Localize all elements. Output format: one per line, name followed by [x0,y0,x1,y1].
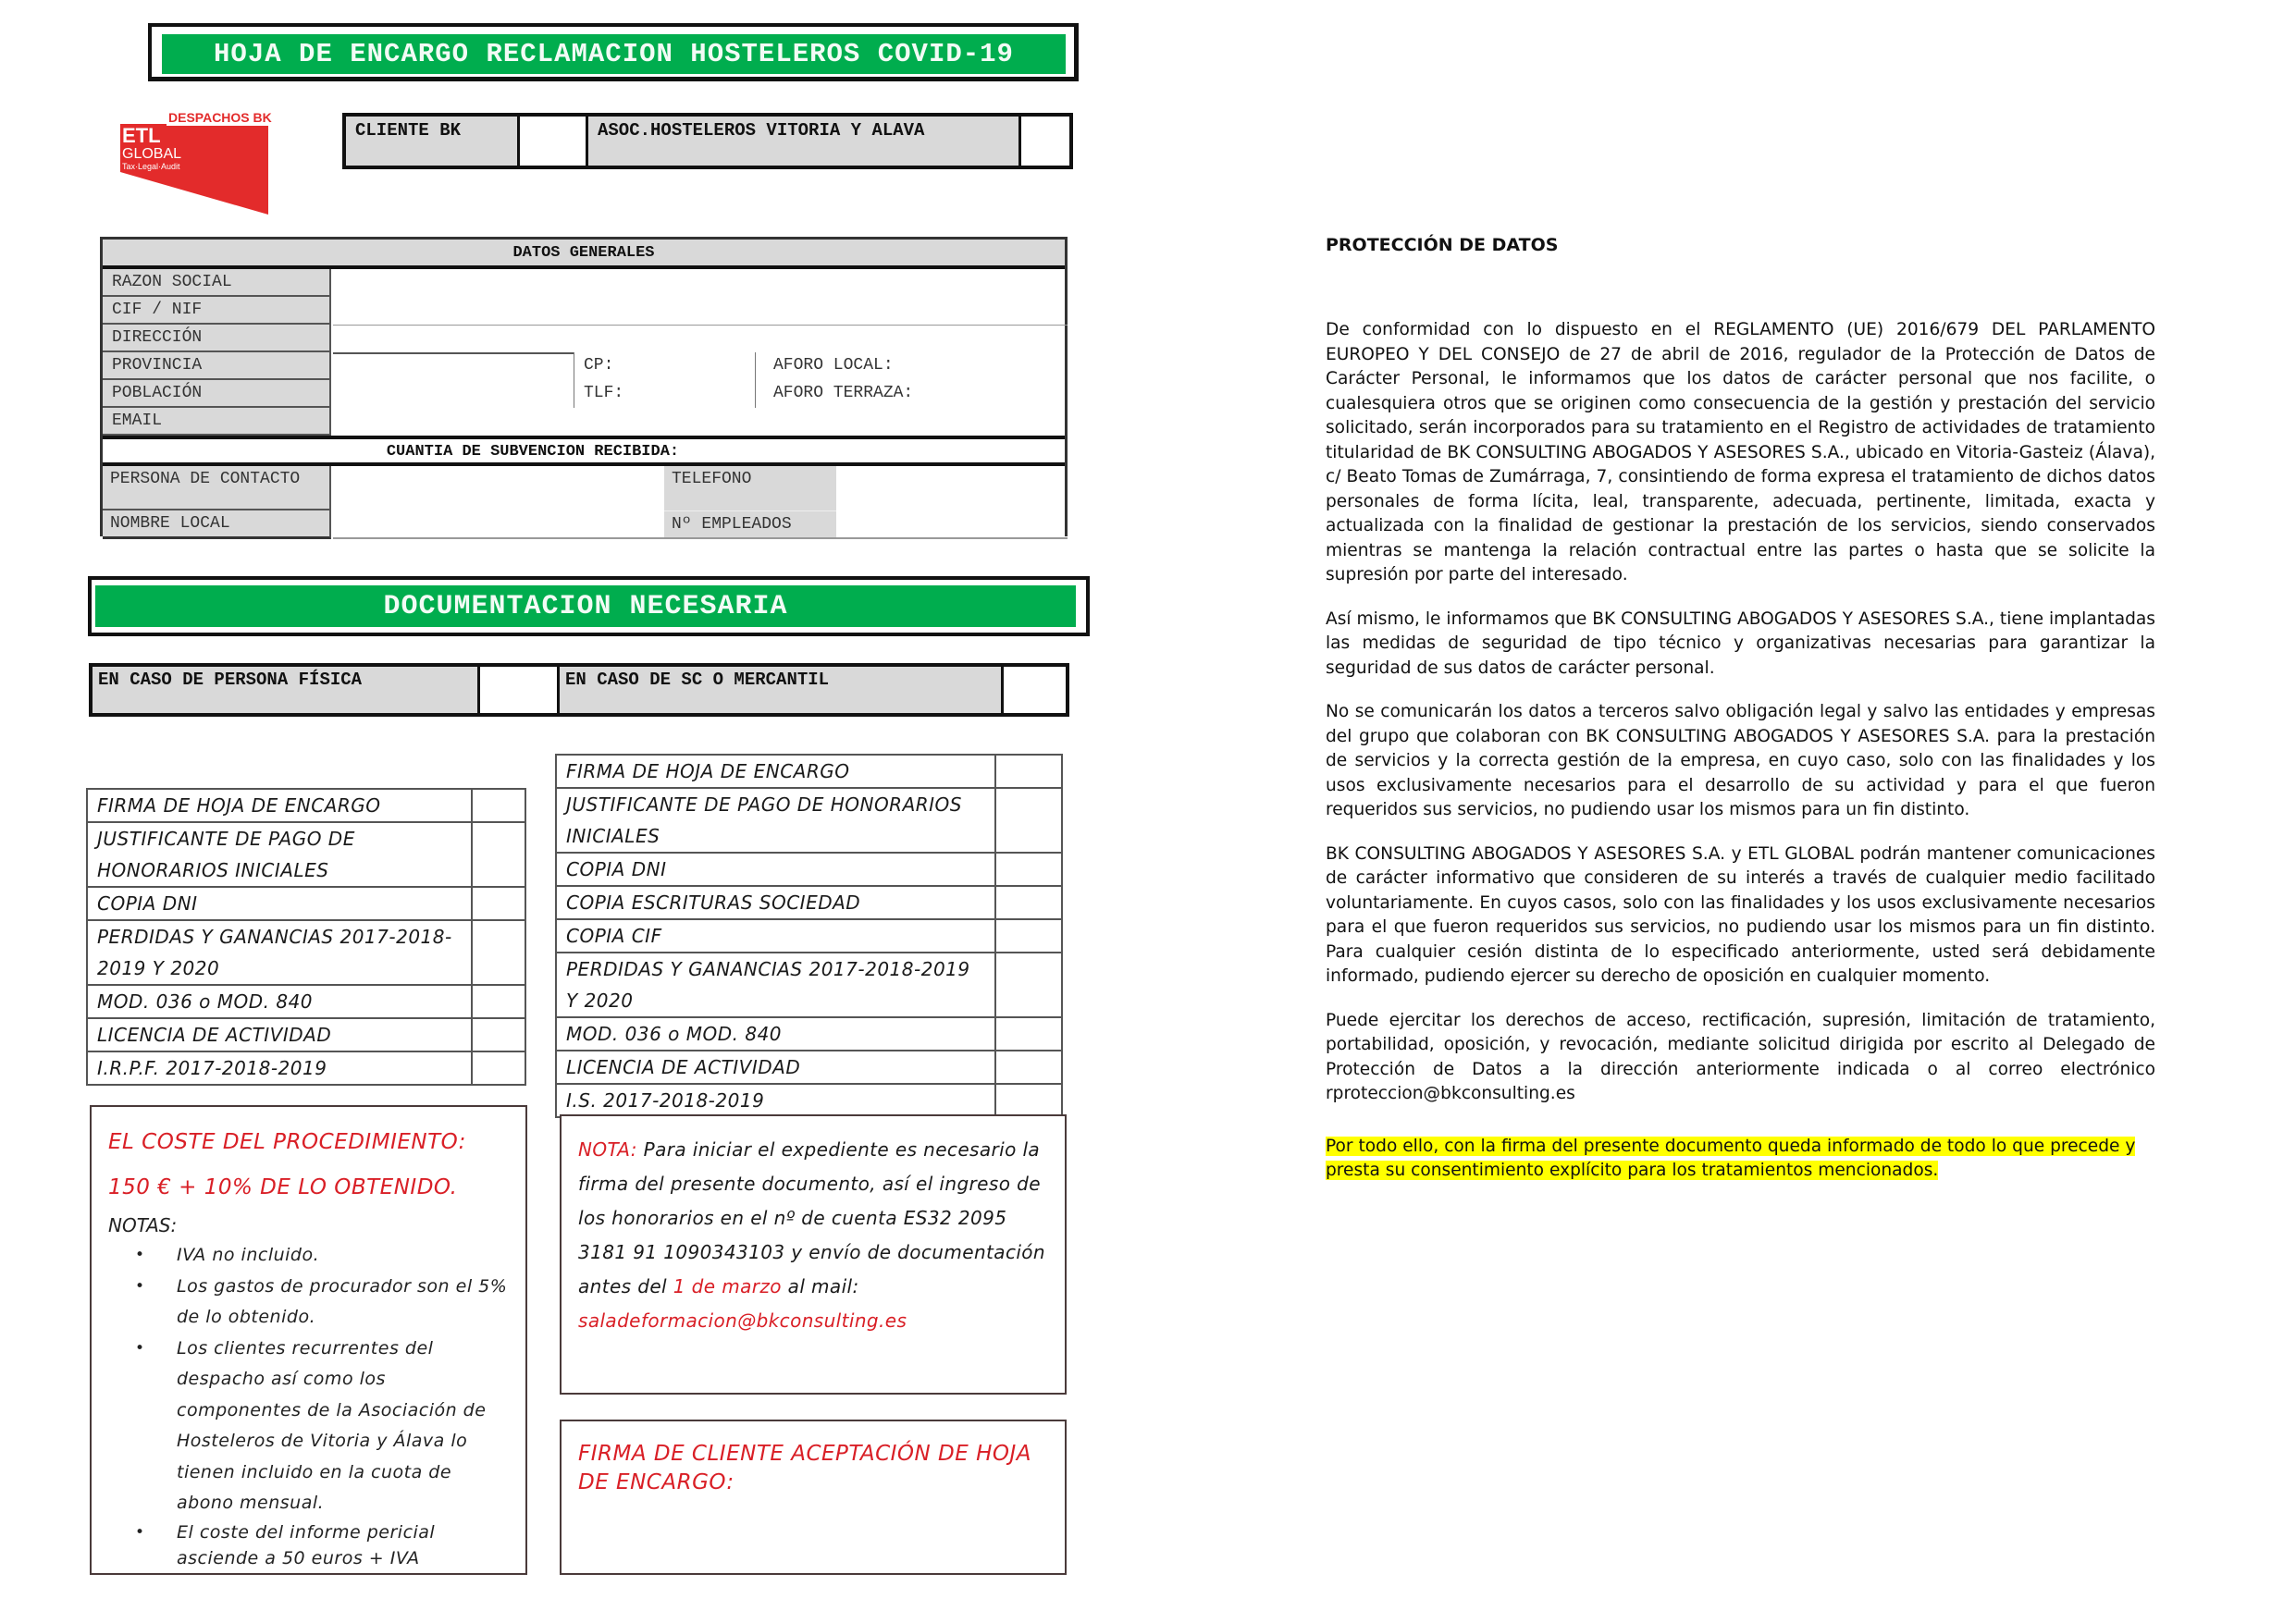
logo-graphic [120,107,278,215]
proteccion-title: PROTECCIÓN DE DATOS [1326,235,1559,255]
checklist-row [87,1018,525,1051]
checklist-row [87,1051,525,1085]
checklist-item: COPIA ESCRITURAS SOCIEDAD [556,886,995,919]
checklist-item: MOD. 036 o MOD. 840 [556,1017,995,1051]
client-table [342,113,1073,169]
nota-box [560,1114,1067,1395]
checklist-item: JUSTIFICANTE DE PAGO DE HONORARIOS INICIALES [556,788,995,853]
checklist-row [556,788,1062,853]
checklist-item: LICENCIA DE ACTIVIDAD [556,1051,995,1084]
mercantil-checkbox[interactable] [1004,667,1066,713]
checklist-row [556,1017,1062,1051]
direccion-field[interactable] [333,326,1068,351]
persona-contacto-label: PERSONA DE CONTACTO [103,466,331,510]
nombre-local-label: NOMBRE LOCAL [103,510,331,539]
checklist-checkbox[interactable] [472,789,525,822]
contacto-local-field[interactable] [333,466,664,539]
checklist-item: I.S. 2017-2018-2019 [556,1084,995,1117]
cp-label: CP: [584,356,614,375]
datos-generales-header: DATOS GENERALES [103,240,1065,269]
divider [755,352,756,408]
coste-box [90,1105,527,1575]
checklist-row [556,886,1062,919]
checklist-row [556,1051,1062,1084]
checklist-row [556,755,1062,788]
nota-item: • Los gastos de procurador son el 5% de lo obtenido. [177,1272,509,1334]
consent-highlighted-text: Por todo ello, con la firma del presente documento queda informado de todo lo que precede y presta su consentimiento explícito para los tratamientos mencionados. [1326,1136,2136,1180]
telefono-empleados-field[interactable] [836,466,1068,539]
checklist-row [87,920,525,985]
provincia-poblacion-field[interactable] [333,354,574,408]
logo-brand: ETL [122,124,161,147]
cif-nif-label: CIF / NIF [103,297,331,325]
checklist-item: PERDIDAS Y GANANCIAS 2017-2018-2019 Y 2020 [87,920,472,985]
logo-brand-sub: GLOBAL [122,146,182,162]
datos-generales-table [100,237,1068,536]
tlf-label: TLF: [584,384,624,402]
checklist-checkbox[interactable] [472,887,525,920]
checklist-checkbox[interactable] [472,985,525,1018]
checklist-checkbox[interactable] [472,920,525,985]
checklist-item: I.R.P.F. 2017-2018-2019 [87,1051,472,1085]
divider [333,537,1068,539]
checklist-checkbox[interactable] [472,1051,525,1085]
razon-social-label: RAZON SOCIAL [103,269,331,297]
client-bk-checkbox[interactable] [520,117,588,166]
proteccion-paragraph: Puede ejercitar los derechos de acceso, rectificación, supresión, limitación de tratamiento, portabilidad, oposición, y revocación, mediante solicitud dirigida por escrito al Delegado de Protección de Datos a la dirección anteriormente indicada o al correo electrónico rproteccion@bkconsulting.es [1326,1010,2155,1103]
checklist-checkbox[interactable] [995,755,1062,788]
checklist-row [87,887,525,920]
asoc-hosteleros-label: ASOC.HOSTELEROS VITORIA Y ALAVA [588,117,1021,166]
aforo-terraza-label: AFORO TERRAZA: [773,384,914,402]
checklist-checkbox[interactable] [995,788,1062,853]
checklist-item: COPIA DNI [87,887,472,920]
direccion-label: DIRECCIÓN [103,325,331,352]
nota-text-2: al mail: [781,1275,859,1297]
mercantil-checklist [555,754,1063,1118]
proteccion-paragraph: De conformidad con lo dispuesto en el REGLAMENTO (UE) 2016/679 DEL PARLAMENTO EUROPEO Y DEL CONSEJO de 27 de abril de 2016, regulador de la Protección de Datos de Carácter Personal, le informamos que los datos de carácter personal que nos facilite, o cualesquiera otros que se originen como consecuencia de la gestión y prestación del servicio solicitado, serán incorporados para su tratamiento en el Registro de actividades de tratamiento titularidad de BK CONSULTING ABOGADOS Y ASESORES S.A., ubicado en Vitoria-Gasteiz (Álava), c/ Beato Tomas de Zumárraga, 7, consintiendo de forma expresa el tratamiento de dichos datos personales de forma lícita, leal, transparente, adecuada, pertinente, limitada, exacta y actualizada con la finalidad de gestionar la prestación de los servicios, siendo conservados mientras se mantenga la relación contractual entre las partes o hasta que se solicite la supresión por parte del interesado. [1326,320,2155,584]
nota-email-link[interactable]: saladeformacion@bkconsulting.es [578,1309,907,1332]
checklist-row [87,822,525,887]
checklist-checkbox[interactable] [995,1084,1062,1117]
email-field[interactable] [333,408,1068,436]
razon-social-cif-field[interactable] [333,271,1068,325]
logo-top-text: DESPACHOS BK [168,110,272,125]
checklist-item: COPIA CIF [556,919,995,953]
persona-fisica-checkbox[interactable] [480,667,560,713]
asoc-hosteleros-checkbox[interactable] [1021,117,1069,166]
empleados-label: Nº EMPLEADOS [664,510,836,539]
checklist-checkbox[interactable] [995,919,1062,953]
poblacion-label: POBLACIÓN [103,380,331,408]
firma-cliente-box[interactable] [560,1420,1067,1575]
checklist-checkbox[interactable] [995,853,1062,886]
checklist-row [556,1084,1062,1117]
proteccion-paragraph: Así mismo, le informamos que BK CONSULTING ABOGADOS Y ASESORES S.A., tiene implantadas las medidas de seguridad de tipo técnico y organizativas necesarias para garantizar la seguridad de sus datos de carácter personal. [1326,609,2155,678]
provincia-label: PROVINCIA [103,352,331,380]
proteccion-paragraph: No se comunicarán los datos a terceros salvo obligación legal y salvo las entidades y empresas del grupo que colaboran con BK CONSULTING ABOGADOS Y ASESORES S.A. para la prestación de servicios y la correcta gestión de la empresa, en cuyo caso, solo con las finalidades y los usos exclusivamente necesarios para el desarrollo de su actividad y para el que fueron requeridos sus servicios, no pudiendo usar los mismos para un fin distinto. [1326,702,2155,819]
checklist-checkbox[interactable] [995,1017,1062,1051]
checklist-item: FIRMA DE HOJA DE ENCARGO [556,755,995,788]
checklist-row [87,985,525,1018]
nota-text: Para iniciar el expediente es necesario la firma del presente documento, así el ingreso de los honorarios en el nº de cuenta ES32 2095 3181 91 1090343103 y envío de documentación antes del [578,1138,1046,1297]
checklist-row [556,953,1062,1017]
nota-item: • Los clientes recurrentes del despacho así como los componentes de la Asociación de Hosteleros de Vitoria y Álava lo tienen incluido en la cuota de abono mensual. [177,1334,509,1519]
checklist-item: LICENCIA DE ACTIVIDAD [87,1018,472,1051]
checklist-row [556,853,1062,886]
notas-list [108,1240,509,1571]
checklist-item: MOD. 036 o MOD. 840 [87,985,472,1018]
nota-item: • IVA no incluido. [177,1240,509,1272]
checklist-item: COPIA DNI [556,853,995,886]
checklist-row [556,919,1062,953]
coste-headline: EL COSTE DEL PROCEDIMIENTO: 150 € + 10% DE LO OBTENIDO. [108,1130,466,1199]
checklist-checkbox[interactable] [995,1051,1062,1084]
case-type-table [89,663,1069,717]
checklist-item: PERDIDAS Y GANANCIAS 2017-2018-2019 Y 2020 [556,953,995,1017]
logo-tagline: Tax·Legal·Audit [122,162,180,171]
etl-global-logo [120,107,278,215]
checklist-checkbox[interactable] [472,1018,525,1051]
notas-label: NOTAS: [108,1214,178,1236]
checklist-checkbox[interactable] [995,886,1062,919]
nota-item: • El coste del informe pericial asciende a 50 euros + IVA [177,1519,509,1571]
checklist-checkbox[interactable] [995,953,1062,1017]
checklist-item: FIRMA DE HOJA DE ENCARGO [87,789,472,822]
checklist-item: JUSTIFICANTE DE PAGO DE HONORARIOS INICIALES [87,822,472,887]
telefono-label: TELEFONO [664,466,836,510]
nota-label: NOTA: [578,1138,637,1161]
firma-cliente-label: FIRMA DE CLIENTE ACEPTACIÓN DE HOJA DE ENCARGO: [578,1442,1032,1494]
checklist-checkbox[interactable] [472,822,525,887]
proteccion-datos-section [1326,231,2155,1203]
persona-fisica-label: EN CASO DE PERSONA FÍSICA [93,667,480,713]
document-title: HOJA DE ENCARGO RECLAMACION HOSTELEROS COVID-19 [162,34,1066,74]
email-label: EMAIL [103,408,331,436]
consent-paragraph [1326,1135,2155,1184]
nota-deadline: 1 de marzo [673,1275,782,1297]
mercantil-label: EN CASO DE SC O MERCANTIL [560,667,1004,713]
subvencion-label: CUANTIA DE SUBVENCION RECIBIDA: [103,436,1065,466]
checklist-row [87,789,525,822]
persona-fisica-checklist [86,788,526,1086]
proteccion-paragraph: BK CONSULTING ABOGADOS Y ASESORES S.A. y ETL GLOBAL podrán mantener comunicaciones de carácter informativo que consideren de su interés a través de cualquier medio facilitado voluntariamente. En cuyos casos, solo con las finalidades y los usos exclusivamente necesarios para el que fueron requeridos sus servicios, no pudiendo usar los mismos para un fin distinto. Para cualquier cesión distinta de lo especificado anteriormente, usted será debidamente informado, pudiendo ejercer su derecho de oposición en cualquier momento. [1326,843,2155,986]
documentacion-title: DOCUMENTACION NECESARIA [95,585,1076,627]
client-bk-label: CLIENTE BK [346,117,520,166]
aforo-local-label: AFORO LOCAL: [773,356,894,375]
